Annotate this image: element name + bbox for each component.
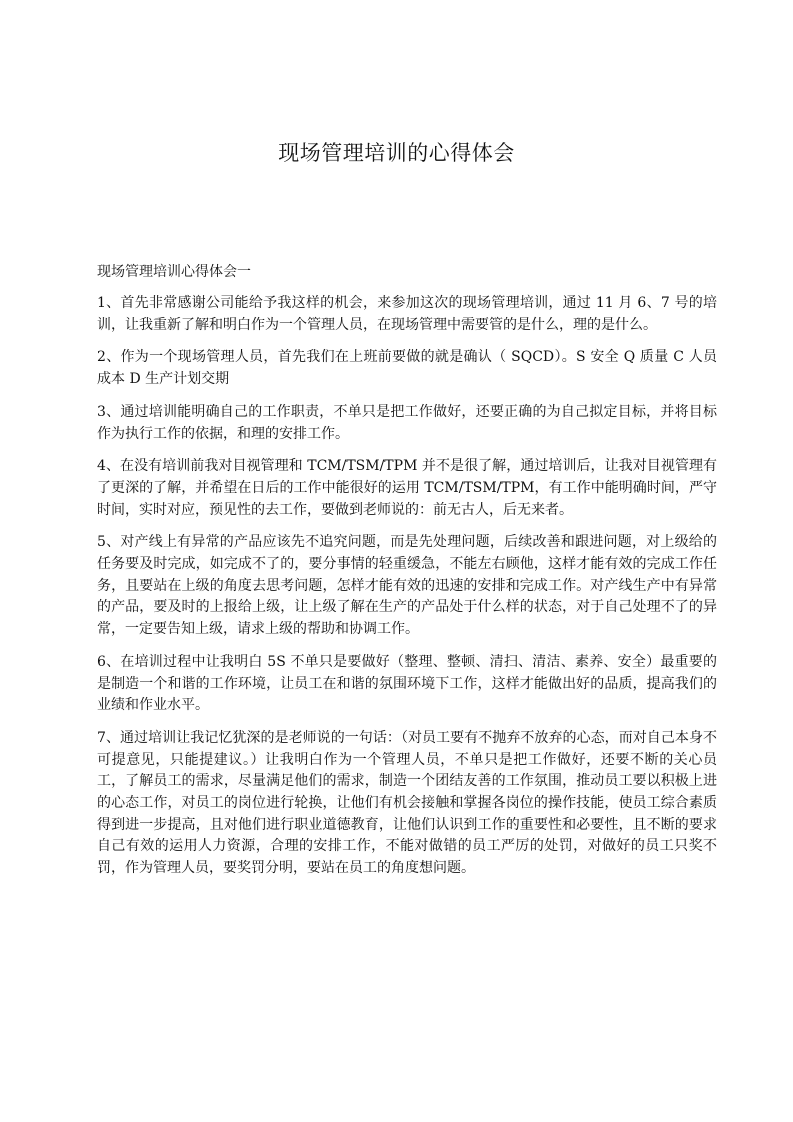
- paragraph-3: 3、通过培训能明确自己的工作职责，不单只是把工作做好，还要正确的为自己拟定目标，并将目标作为执行工作的依据，和理的安排工作。: [97, 403, 717, 442]
- document-body: [97, 293, 717, 891]
- paragraph-5: 5、对产线上有异常的产品应该先不追究问题，而是先处理问题，后续改善和跟进问题，对上级给的任务要及时完成，如完成不了的，要分事情的轻重缓急，不能左右顾他，这样才能有效的完成工作任务，且要站在上级的角度去思考问题，怎样才能有效的迅速的安排和完成工作。对产线生产中有异常的产品，要及时的上报给上级，让上级了解在生产的产品处于什么样的状态，对于自己处理不了的异常，一定要告知上级，请求上级的帮助和协调工作。: [97, 534, 717, 638]
- paragraph-4: 4、在没有培训前我对目视管理和 TCM/TSM/TPM 并不是很了解，通过培训后，让我对目视管理有了更深的了解，并希望在日后的工作中能很好的运用 TCM/TSM/TPM，有工作中能明确时间，严守时间，实时对应，预见性的去工作，要做到老师说的：前无古人，后无来者。: [97, 458, 717, 518]
- section-subtitle: 现场管理培训心得体会一: [97, 264, 251, 280]
- page-title: 现场管理培训的心得体会: [278, 141, 515, 165]
- paragraph-6: 6、在培训过程中让我明白 5S 不单只是要做好（整理、整顿、清扫、清洁、素养、安全）最重要的是制造一个和谐的工作环境，让员工在和谐的氛围环境下工作，这样才能做出好的品质，提高我们的业绩和作业水平。: [97, 653, 717, 714]
- paragraph-1: 1、首先非常感谢公司能给予我这样的机会，来参加这次的现场管理培训，通过 11 月 6、7 号的培训，让我重新了解和明白作为一个管理人员，在现场管理中需要管的是什么，理的是什么。: [97, 295, 717, 333]
- paragraph-7: 7、通过培训让我记忆犹深的是老师说的一句话：（对员工要有不抛弃不放弃的心态，而对自己本身不可提意见，只能提建议。）让我明白作为一个管理人员，不单只是把工作做好，还要不断的关心员工，了解员工的需求，尽量满足他们的需求，制造一个团结友善的工作氛围，推动员工要以积极上进的心态工作，对员工的岗位进行轮换，让他们有机会接触和掌握各岗位的操作技能，使员工综合素质得到进一步提高，且对他们进行职业道德教育，让他们认识到工作的重要性和必要性，且不断的要求自己有效的运用人力资源，合理的安排工作，不能对做错的员工严厉的处罚，对做好的员工只奖不罚，作为管理人员，要奖罚分明，要站在员工的角度想问题。: [97, 729, 717, 877]
- paragraph-2: 2、作为一个现场管理人员，首先我们在上班前要做的就是确认（ SQCD）。S 安全 Q 质量 C 人员成本 D 生产计划交期: [97, 349, 717, 388]
